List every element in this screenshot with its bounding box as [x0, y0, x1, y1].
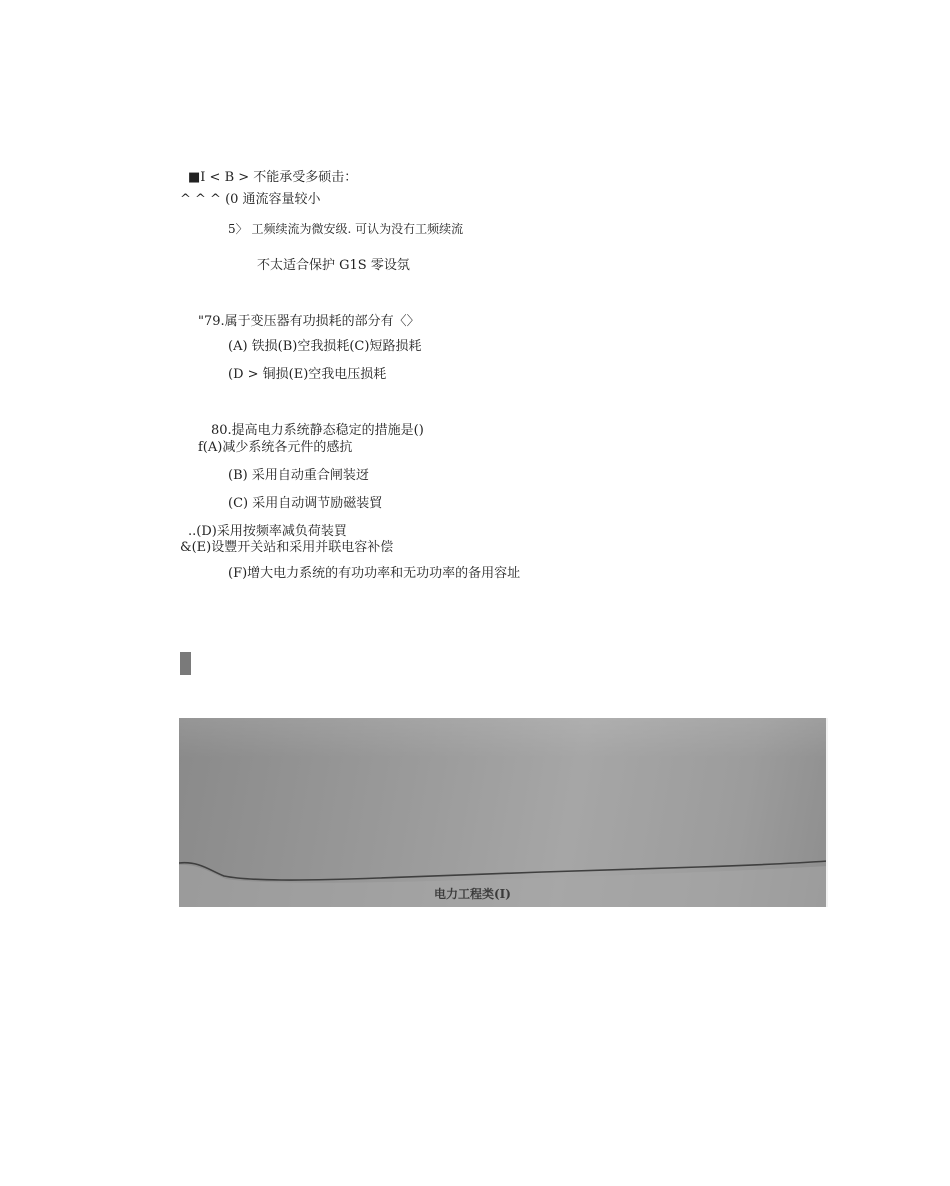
question-80-option-b: (B) 采用自动重合闸装迓	[228, 468, 369, 483]
text-line-1: ■I < B > 不能承受多硕击：	[188, 170, 358, 185]
page-edge-curve	[179, 718, 828, 907]
gray-block-marker	[180, 652, 191, 675]
text-line-2: ^ ^ ^ (0 通流容量较小	[180, 192, 321, 207]
question-80-option-c: (C) 采用自动调节励磁装貿	[228, 496, 383, 511]
photo-right-edge	[826, 718, 828, 907]
question-79-title: "79.属于变压器有功损耗的部分有〈〉	[198, 314, 420, 329]
scanned-page-photo	[179, 718, 828, 907]
question-80-title: 80.提高电力系统静态稳定的措施是()	[211, 423, 424, 438]
question-80-option-d: ..(D)采用按频率减负荷装買	[188, 524, 347, 539]
question-79-options-2: (D > 铜损(E)空我电压损耗	[228, 367, 387, 382]
question-80-option-e: &(E)设豐开关站和采用并联电容补偿	[180, 540, 394, 555]
text-line-3: 5〉 工频续流为微安级. 可认为没冇工频续流	[228, 222, 464, 236]
photo-footer-text: 电力工程类(I)	[434, 887, 511, 901]
question-79-options-1: (A) 铁损(B)空我损耗(C)短路损耗	[228, 339, 422, 354]
question-80-option-a: f(A)减少系统各元件的感抗	[198, 440, 353, 455]
question-80-option-f: (F)增大电力系统的有功功率和无功功率的备用容址	[228, 566, 521, 581]
text-line-4: 不太适合保护 G1S 零设氛	[257, 258, 410, 273]
